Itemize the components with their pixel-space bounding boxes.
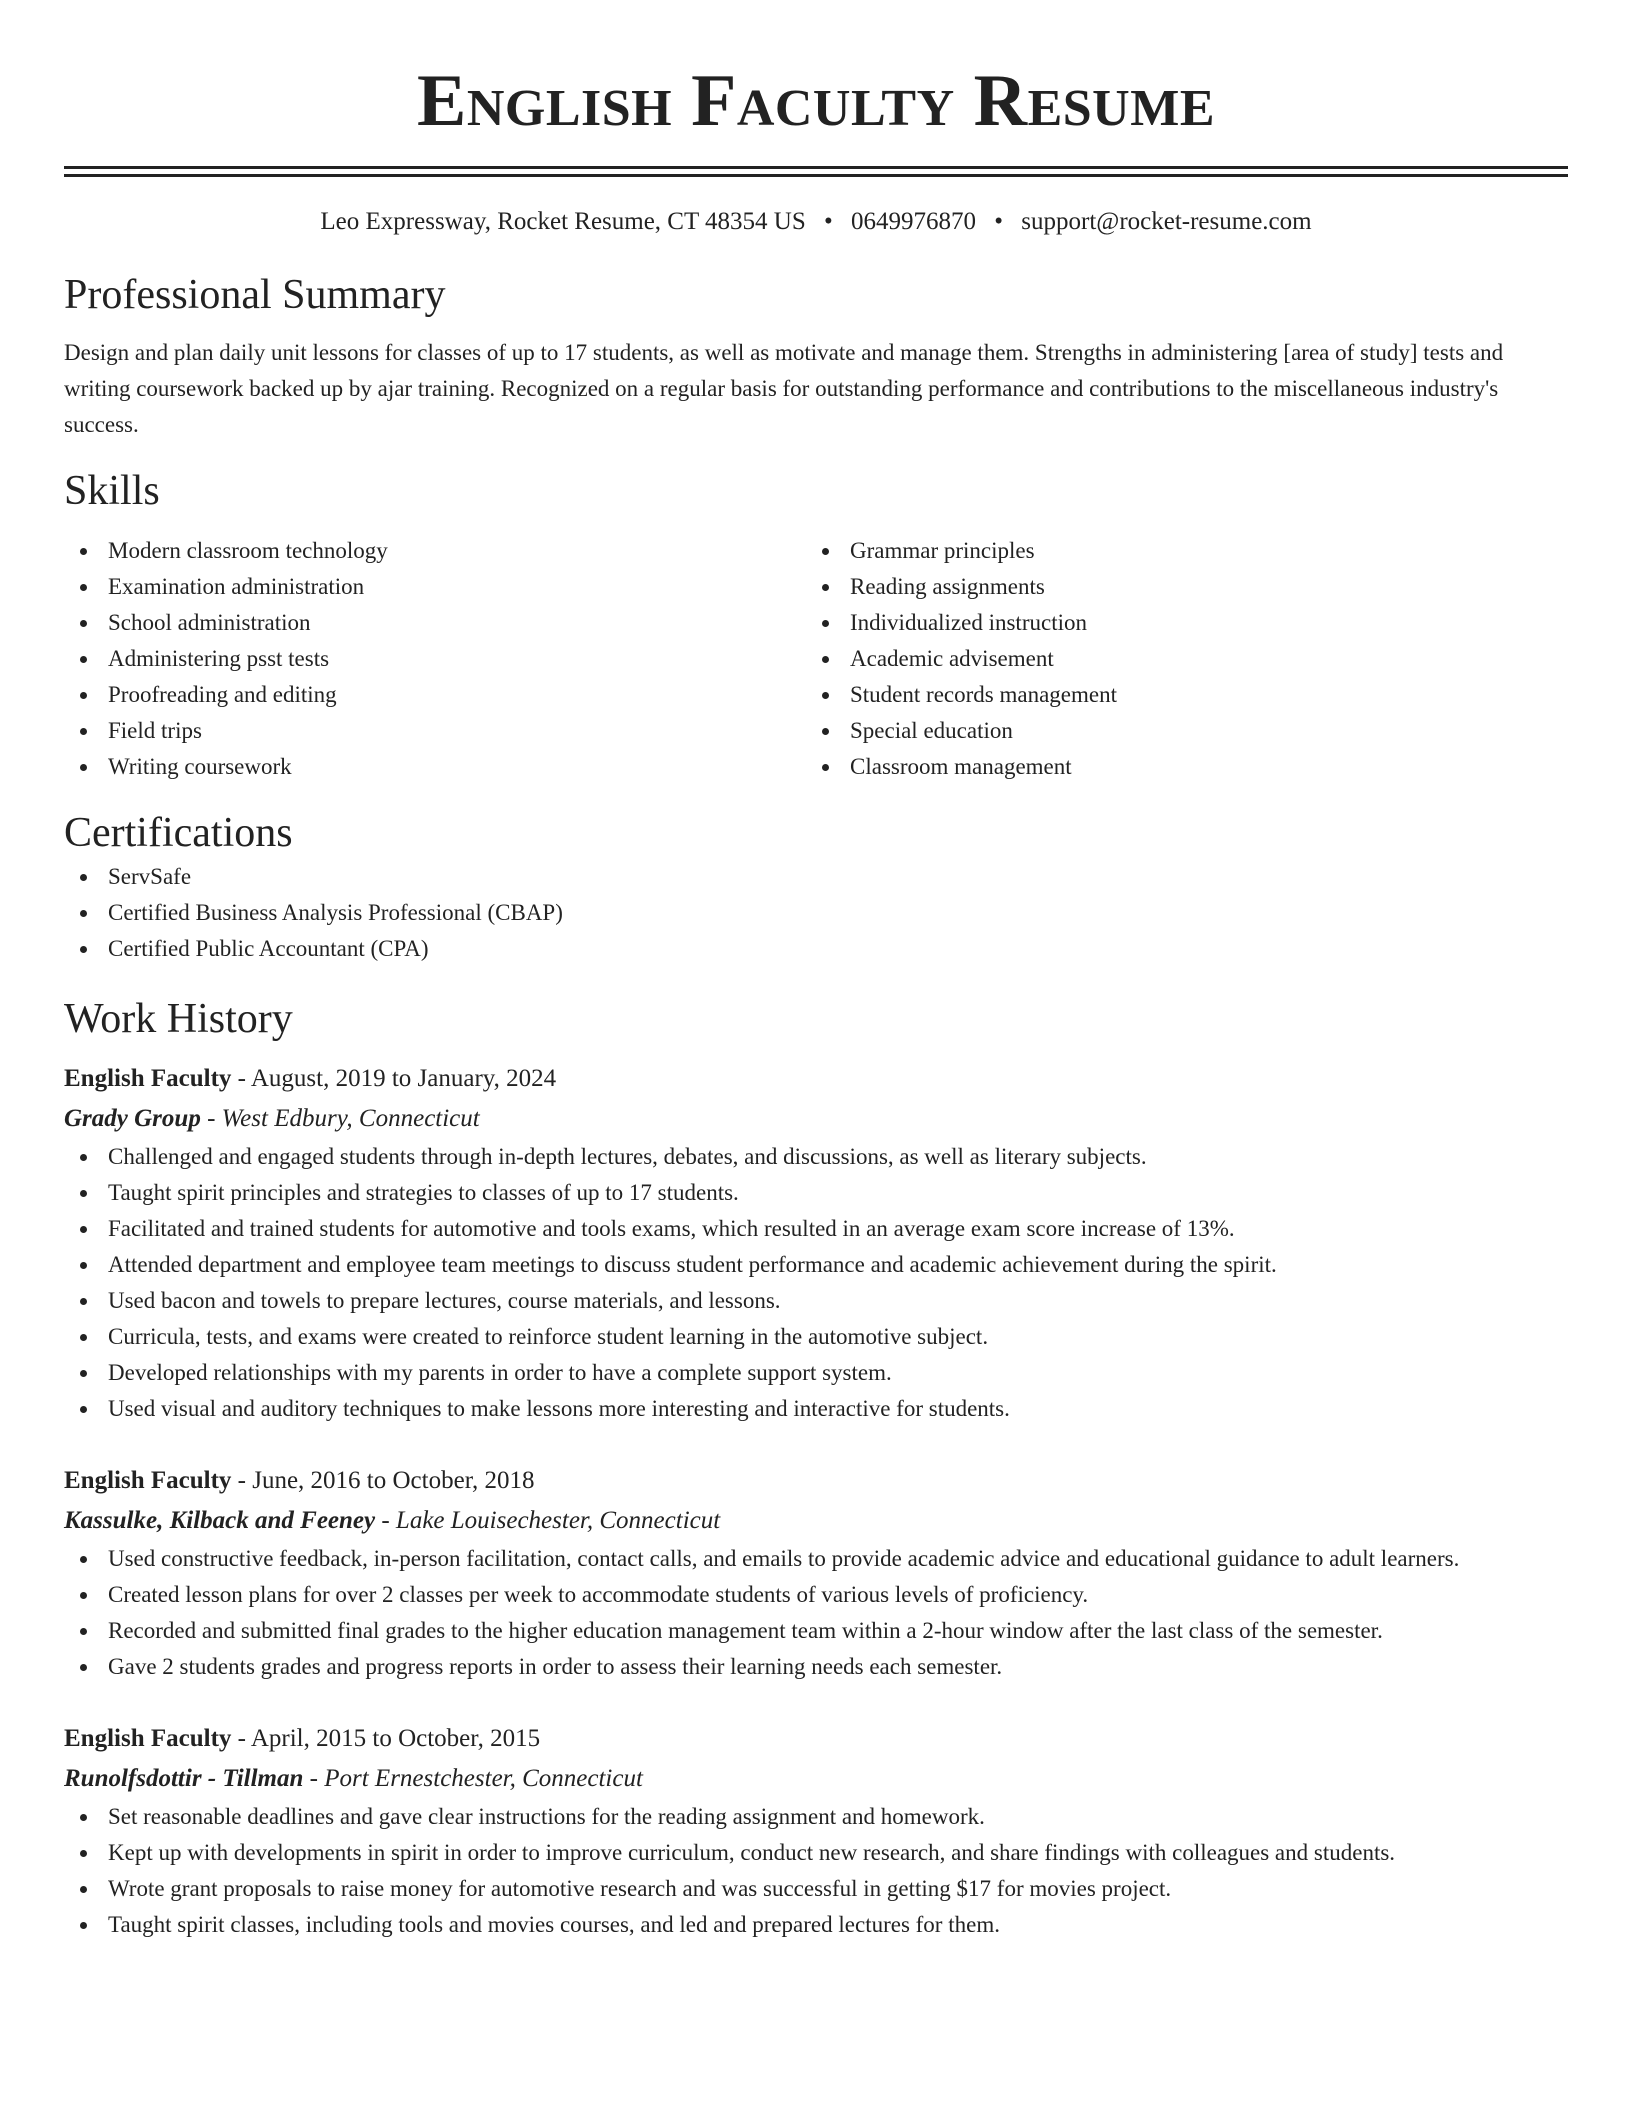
summary-text: Design and plan daily unit lessons for classes of up to 17 students, as well as motivate and manage them. Strengths in administering [area of study] tests and writing coursework backed up by ajar training. Recognized on a regular basis for outstanding performance and contributions to the miscellaneous industry's success.	[64, 340, 1504, 437]
contact-address: Leo Expressway, Rocket Resume, CT 48354 US	[320, 208, 806, 235]
job-bullet-list	[64, 1139, 1568, 1427]
job-location: - Lake Louisechester, Connecticut	[375, 1507, 721, 1534]
skills-list-right	[806, 533, 1548, 785]
work-history-heading: Work History	[64, 996, 293, 1042]
skill-item: Modern classroom technology	[64, 533, 806, 569]
skill-item: Examination administration	[64, 569, 806, 605]
skill-item: Grammar principles	[806, 533, 1548, 569]
job-bullet: Developed relationships with my parents in order to have a complete support system.	[64, 1355, 1568, 1391]
skill-item: Writing coursework	[64, 749, 806, 785]
job-title: English Faculty	[64, 1725, 232, 1752]
resume-title: English Faculty Resume	[416, 60, 1215, 142]
job-bullet: Used bacon and towels to prepare lectures, course materials, and lessons.	[64, 1283, 1568, 1319]
job-title-line	[64, 1719, 1568, 1759]
certification-item: Certified Public Accountant (CPA)	[64, 931, 1568, 967]
job-title: English Faculty	[64, 1065, 232, 1092]
resume-page	[64, 0, 1568, 1943]
job-bullet: Kept up with developments in spirit in order to improve curriculum, conduct new research, and share findings with colleagues and students.	[64, 1835, 1568, 1871]
skill-item: Academic advisement	[806, 641, 1548, 677]
certification-item: Certified Business Analysis Professional (CBAP)	[64, 895, 1568, 931]
job-bullet: Used constructive feedback, in-person facilitation, contact calls, and emails to provide academic advice and educational guidance to adult learners.	[64, 1541, 1568, 1577]
job-title-line	[64, 1059, 1568, 1099]
skill-item: Reading assignments	[806, 569, 1548, 605]
job-bullet: Attended department and employee team meetings to discuss student performance and academic achievement during the spirit.	[64, 1247, 1568, 1283]
skill-item: School administration	[64, 605, 806, 641]
job-entry	[64, 1059, 1568, 1427]
job-bullet: Set reasonable deadlines and gave clear instructions for the reading assignment and homework.	[64, 1799, 1568, 1835]
skill-item: Field trips	[64, 713, 806, 749]
skill-item: Classroom management	[806, 749, 1548, 785]
job-bullet: Created lesson plans for over 2 classes per week to accommodate students of various levels of proficiency.	[64, 1577, 1568, 1613]
certifications-heading: Certifications	[64, 810, 293, 856]
job-location: - Port Ernestchester, Connecticut	[303, 1765, 643, 1792]
contact-email[interactable]: support@rocket-resume.com	[1021, 208, 1312, 235]
title-double-rule	[64, 166, 1568, 177]
skill-item: Individualized instruction	[806, 605, 1548, 641]
job-bullet: Taught spirit principles and strategies to classes of up to 17 students.	[64, 1175, 1568, 1211]
job-title: English Faculty	[64, 1467, 232, 1494]
skills-column-right	[806, 533, 1548, 785]
job-location: - West Edbury, Connecticut	[200, 1105, 480, 1132]
contact-separator: •	[994, 208, 1004, 235]
skills-grid	[64, 533, 1568, 785]
job-company-line	[64, 1759, 1568, 1799]
skills-heading: Skills	[64, 468, 160, 514]
skills-list-left	[64, 533, 806, 785]
contact-separator: •	[824, 208, 833, 235]
job-bullet: Challenged and engaged students through in-depth lectures, debates, and discussions, as well as literary subjects.	[64, 1139, 1568, 1175]
job-bullet: Curricula, tests, and exams were created to reinforce student learning in the automotive subject.	[64, 1319, 1568, 1355]
job-entry	[64, 1461, 1568, 1685]
job-bullet: Gave 2 students grades and progress reports in order to assess their learning needs each semester.	[64, 1649, 1568, 1685]
summary-heading: Professional Summary	[64, 272, 446, 318]
job-company: Runolfsdottir - Tillman	[64, 1765, 304, 1792]
job-dates: - June, 2016 to October, 2018	[231, 1467, 535, 1494]
job-bullet: Wrote grant proposals to raise money for automotive research and was successful in getting $17 for movies project.	[64, 1871, 1568, 1907]
skill-item: Special education	[806, 713, 1548, 749]
job-company: Kassulke, Kilback and Feeney	[64, 1507, 376, 1534]
job-company: Grady Group	[64, 1105, 201, 1132]
skill-item: Student records management	[806, 677, 1548, 713]
job-bullet: Recorded and submitted final grades to the higher education management team within a 2-hour window after the last class of the semester.	[64, 1613, 1568, 1649]
job-bullet: Taught spirit classes, including tools and movies courses, and led and prepared lectures for them.	[64, 1907, 1568, 1943]
job-entry	[64, 1719, 1568, 1943]
job-company-line	[64, 1501, 1568, 1541]
contact-line	[64, 205, 1568, 239]
job-bullet-list	[64, 1799, 1568, 1943]
job-company-line	[64, 1099, 1568, 1139]
job-bullet: Facilitated and trained students for automotive and tools exams, which resulted in an average exam score increase of 13%.	[64, 1211, 1568, 1247]
skill-item: Proofreading and editing	[64, 677, 806, 713]
job-dates: - August, 2019 to January, 2024	[231, 1065, 557, 1092]
job-title-line	[64, 1461, 1568, 1501]
certifications-list	[64, 859, 1568, 967]
skills-column-left	[64, 533, 806, 785]
job-bullet-list	[64, 1541, 1568, 1685]
skill-item: Administering psst tests	[64, 641, 806, 677]
job-bullet: Used visual and auditory techniques to make lessons more interesting and interactive for students.	[64, 1391, 1568, 1427]
contact-phone: 0649976870	[851, 208, 977, 235]
certification-item: ServSafe	[64, 859, 1568, 895]
job-dates: - April, 2015 to October, 2015	[231, 1725, 541, 1752]
